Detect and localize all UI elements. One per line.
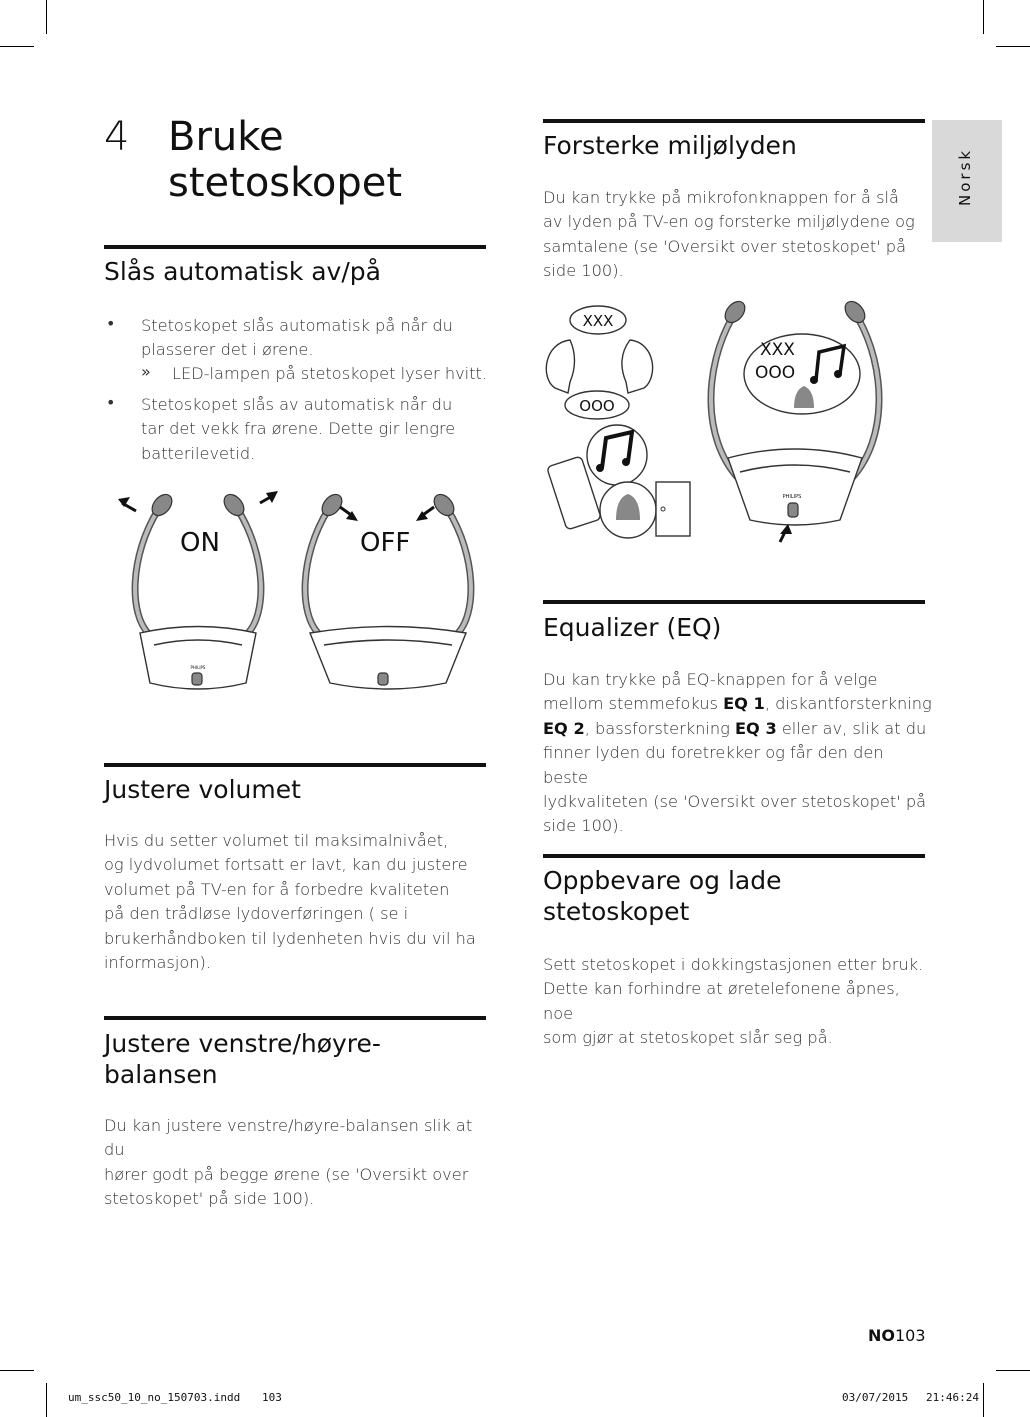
text-line: Stetoskopet slås av automatisk når du [141, 395, 453, 414]
ambient-paragraph [543, 186, 928, 284]
section-rule [543, 119, 925, 123]
section-rule [543, 854, 925, 858]
text-line: Dette kan forhindre at øretelefonene åpnes, noe [543, 979, 900, 1023]
crop-mark [983, 0, 984, 34]
heading-line: Justere venstre/høyre- [104, 1029, 381, 1058]
page-number-value: 103 [895, 1326, 926, 1345]
brand-label: PHILIPS [190, 665, 206, 670]
text-line: side 100). [543, 261, 624, 281]
crop-mark [0, 1370, 34, 1371]
sub-bullet-text: LED-lampen på stetoskopet lyser hvitt. [172, 364, 488, 383]
storage-paragraph [543, 953, 933, 1051]
section-heading-storage [543, 865, 781, 927]
text-line: Sett stetoskopet i dokkingstasjonen etter bruk. [543, 955, 924, 974]
section-heading-volume: Justere volumet [104, 775, 301, 804]
bullet-marker: • [106, 393, 116, 412]
brand-label: PHILIPS [782, 494, 802, 500]
conversation-heads [546, 306, 652, 419]
section-heading-ambient: Forsterke miljølyden [543, 131, 797, 160]
section-rule [543, 600, 925, 604]
section-rule [104, 763, 486, 767]
crop-mark [46, 1383, 47, 1417]
chapter-number: 4 [104, 114, 130, 160]
text-line: av lyden på TV-en og forsterke miljølydene og [543, 212, 915, 232]
eq2-label: EQ 2 [543, 718, 585, 738]
text-line: informasjon). [104, 953, 211, 973]
heading-line: balansen [104, 1060, 218, 1089]
music-icon [587, 425, 647, 485]
text-line: Du kan trykke på mikrofonknappen for å slå [543, 188, 899, 207]
chapter-title [168, 114, 468, 206]
print-time: 21:46:24 [926, 1391, 979, 1404]
sub-bullet-marker: » [141, 362, 151, 381]
text-line: og lydvolumet fortsatt er lavt, kan du justere [104, 855, 468, 875]
eq1-label: EQ 1 [723, 694, 765, 714]
text-span: eller av, slik at du [776, 718, 927, 738]
text-line: stetoskopet' på side 100). [104, 1189, 315, 1209]
eq3-label: EQ 3 [734, 718, 777, 738]
section-rule [104, 245, 486, 249]
crop-mark [996, 46, 1030, 47]
doorbell-icon [600, 482, 656, 538]
door-icon [656, 482, 690, 536]
chapter-title-line2: stetoskopet [168, 160, 403, 206]
text-line: plasserer det i ørene. [141, 340, 314, 360]
bullet-text [141, 393, 486, 466]
text-line: lydkvaliteten (se 'Oversikt over stetoskopet' på [543, 792, 927, 812]
on-off-illustration [110, 485, 490, 700]
stethoscope-ambient-illustration [711, 298, 879, 542]
text-line: Hvis du setter volumet til maksimalnivået, [104, 831, 449, 850]
print-date: 03/07/2015 [842, 1391, 909, 1404]
speech-xxx: XXX [582, 312, 614, 330]
heading-line: Oppbevare og lade [543, 866, 782, 895]
text-span: , bassforsterkning [584, 718, 735, 738]
text-line: batterilevetid. [141, 443, 256, 463]
page-number [868, 1326, 926, 1345]
crop-mark [983, 1383, 984, 1417]
volume-paragraph [104, 829, 489, 975]
page-language: NO [868, 1326, 895, 1345]
section-heading-eq: Equalizer (EQ) [543, 613, 722, 642]
text-line: hører godt på begge ørene (se 'Oversikt over [104, 1164, 469, 1184]
text-line: side 100). [543, 816, 624, 836]
chapter-title-line1: Bruke [168, 114, 284, 160]
bubble-xxx: XXX [760, 340, 795, 360]
text-line: tar det vekk fra ørene. Dette gir lengre [141, 419, 456, 439]
text-line: volumet på TV-en for å forbedre kvaliteten [104, 879, 450, 899]
file-page: 103 [262, 1391, 282, 1404]
text-line: Stetoskopet slås automatisk på når du [141, 316, 453, 335]
crop-mark [0, 46, 34, 47]
bubble-ooo: OOO [755, 363, 796, 383]
crop-mark [996, 1370, 1030, 1371]
file-name: um_ssc50_10_no_150703.indd [68, 1391, 241, 1404]
text-line: som gjør at stetoskopet slår seg på. [543, 1028, 833, 1048]
off-label: OFF [360, 528, 411, 558]
text-line: samtalene (se 'Oversikt over stetoskopet' på [543, 236, 906, 256]
text-line: Du kan justere venstre/høyre-balansen slik at du [104, 1116, 473, 1160]
stethoscope-off-illustration [305, 491, 471, 689]
eq-paragraph [543, 668, 933, 839]
crop-mark [46, 0, 47, 34]
ambient-sound-illustration [540, 298, 880, 548]
text-line: på den trådløse lydoverføringen ( se i [104, 904, 409, 924]
text-line [543, 692, 933, 716]
speech-ooo: OOO [579, 397, 615, 415]
language-tab-label: Norsk [956, 147, 974, 206]
section-heading-balance [104, 1028, 381, 1090]
text-line: finner lyden du foretrekker og får den den beste [543, 743, 884, 787]
bullet-text [141, 314, 486, 363]
balance-paragraph [104, 1114, 489, 1212]
on-label: ON [180, 528, 220, 558]
text-line: brukerhåndboken til lydenheten hvis du vil ha [104, 928, 476, 948]
text-span: , diskantforsterkning [764, 694, 932, 714]
stethoscope-on-illustration [118, 491, 278, 689]
text-line [543, 717, 933, 741]
section-rule [104, 1016, 486, 1020]
bullet-marker: • [106, 314, 116, 333]
text-span: mellom stemmefokus [543, 694, 724, 714]
heading-line: stetoskopet [543, 897, 690, 926]
section-heading-auto-onoff: Slås automatisk av/på [104, 257, 381, 286]
text-line: Du kan trykke på EQ-knappen for å velge [543, 670, 878, 689]
